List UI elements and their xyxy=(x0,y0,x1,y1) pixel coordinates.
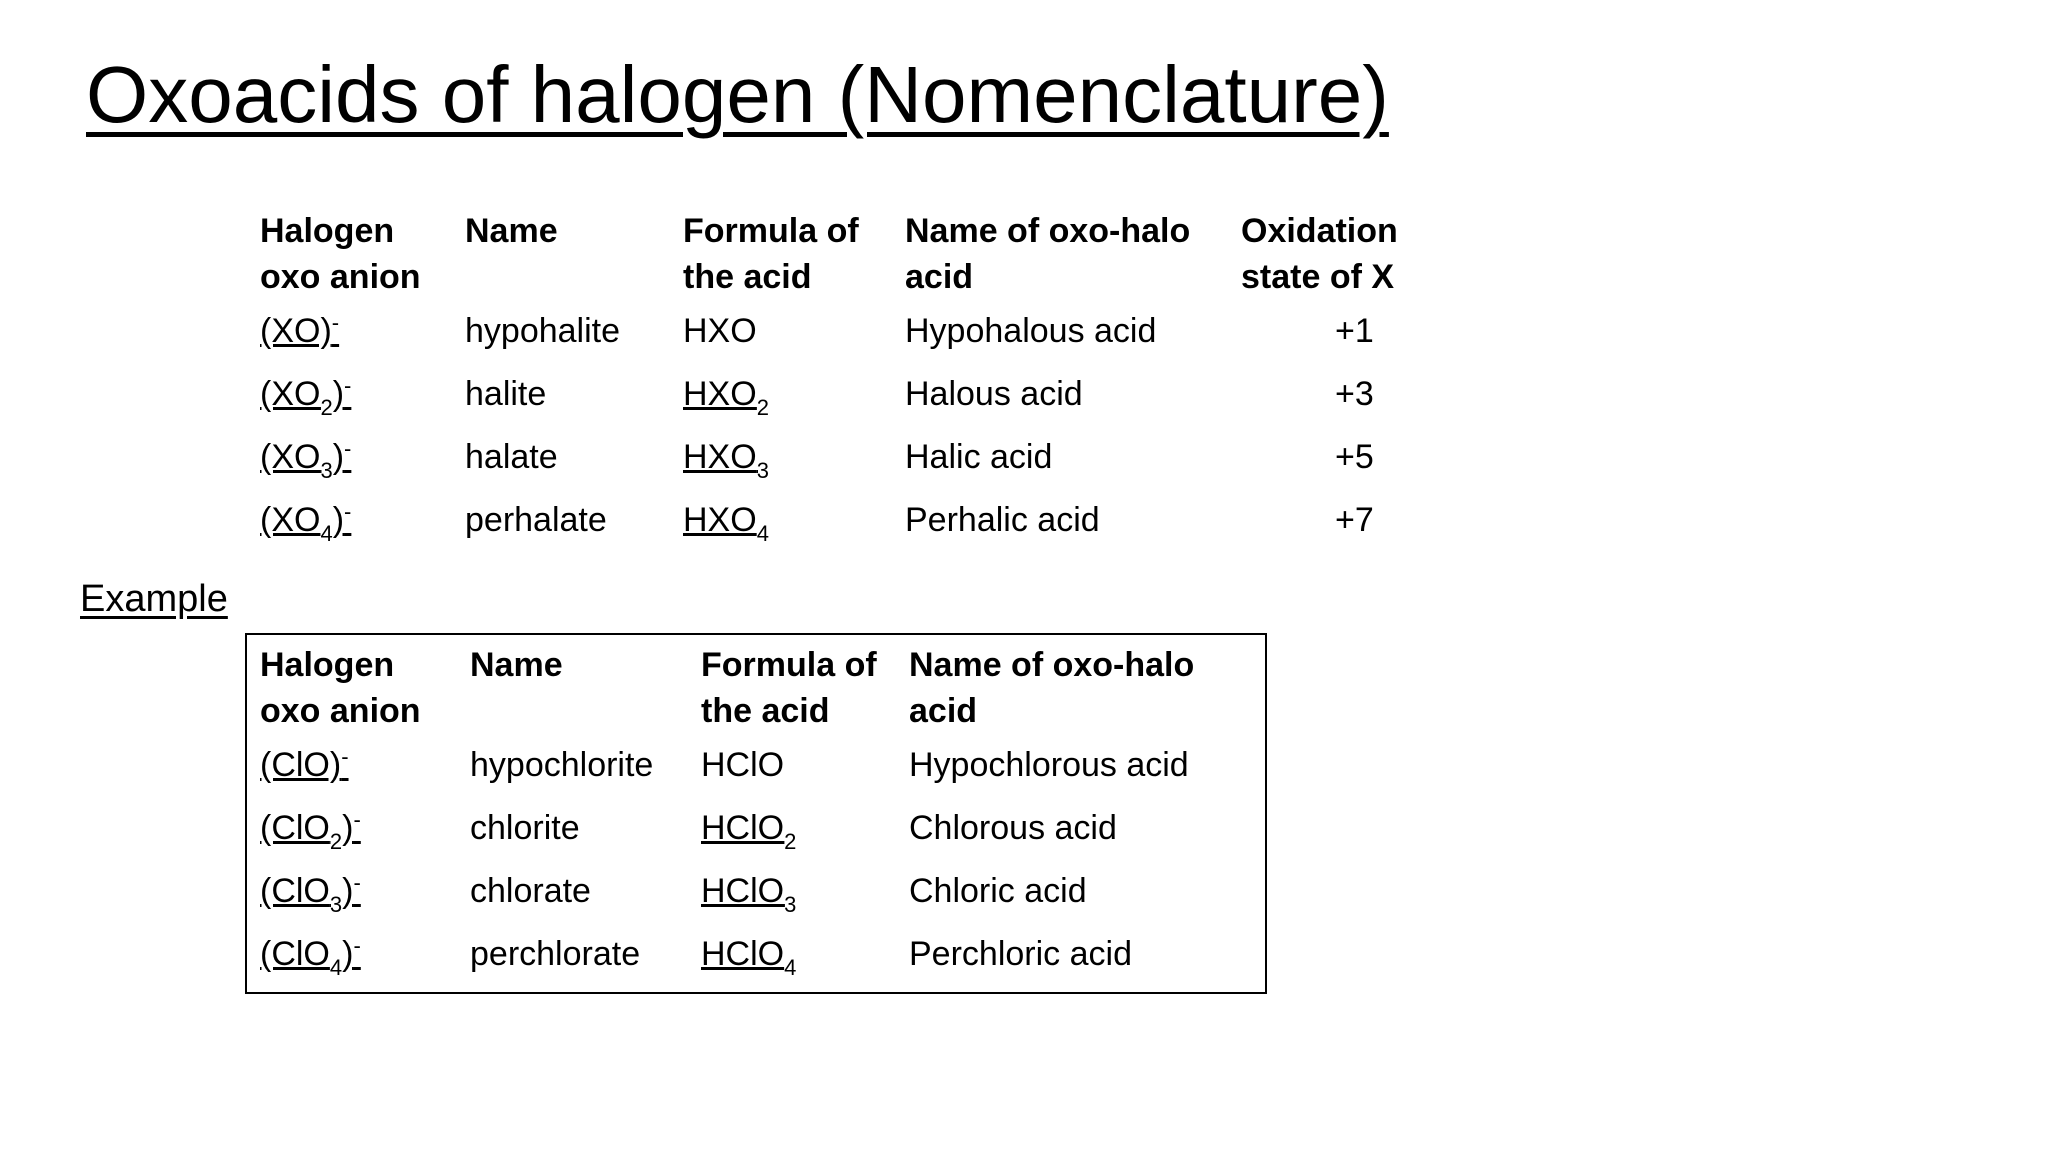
acid-name-cell: Hypochlorous acid xyxy=(909,746,1189,784)
header-acid-name: Name of oxo-halo acid xyxy=(905,212,1191,296)
table-row xyxy=(260,497,1481,560)
header-name: Name xyxy=(470,646,563,684)
acid-name-cell: Perhalic acid xyxy=(905,501,1100,539)
name-cell: perhalate xyxy=(465,501,607,539)
table-row xyxy=(260,805,1229,868)
name-cell: chlorate xyxy=(470,872,591,910)
name-cell: halite xyxy=(465,375,547,413)
header-formula: Formula of the acid xyxy=(683,212,859,296)
formula-cell: $HXO_3$ xyxy=(683,438,769,483)
formula-cell: $HXO_2$ xyxy=(683,375,769,420)
table-row xyxy=(260,308,1481,371)
header-halogen-oxo-anion: Halogen oxo anion xyxy=(260,212,421,296)
anion-cell: (ClO$_3$)- xyxy=(260,870,361,917)
name-cell: hypohalite xyxy=(465,312,621,350)
table-row xyxy=(260,931,1229,994)
acid-name-cell: Chlorous acid xyxy=(909,809,1117,847)
oxidation-state-cell: +3 xyxy=(1335,375,1374,413)
name-cell: perchlorate xyxy=(470,935,641,973)
example-label: Example xyxy=(80,578,228,620)
table-row xyxy=(260,371,1481,434)
formula-cell: HClO$_2$ xyxy=(701,809,797,854)
formula-cell: HClO$_4$ xyxy=(701,935,797,980)
header-formula: Formula of the acid xyxy=(701,646,877,730)
acid-name-cell: Halic acid xyxy=(905,438,1053,476)
formula-cell: HXO xyxy=(683,312,757,350)
acid-name-cell: Perchloric acid xyxy=(909,935,1132,973)
header-halogen-oxo-anion: Halogen oxo anion xyxy=(260,646,421,730)
header-acid-name: Name of oxo-halo acid xyxy=(909,646,1195,730)
formula-cell: $HXO_4$ xyxy=(683,501,769,546)
acid-name-cell: Hypohalous acid xyxy=(905,312,1157,350)
acid-name-cell: Halous acid xyxy=(905,375,1083,413)
header-oxidation-state: Oxidation state of X xyxy=(1241,212,1398,296)
oxidation-state-cell: +1 xyxy=(1335,312,1374,350)
name-cell: hypochlorite xyxy=(470,746,654,784)
anion-cell: $(XO_3)^-$ xyxy=(260,436,352,483)
oxidation-state-cell: +5 xyxy=(1335,438,1374,476)
anion-cell: $(XO_4)^-$ xyxy=(260,499,352,546)
anion-cell: $(XO_2)^-$ xyxy=(260,373,352,420)
formula-cell: HClO xyxy=(701,746,785,784)
slide-title: Oxoacids of halogen (Nomenclature) xyxy=(86,50,1389,139)
anion-cell: (XO)- xyxy=(260,310,340,350)
oxidation-state-cell: +7 xyxy=(1335,501,1374,539)
table-row xyxy=(260,868,1229,931)
anion-cell: (ClO$_4$)- xyxy=(260,933,361,980)
table-header-row xyxy=(260,208,1481,308)
general-nomenclature-table xyxy=(260,208,1481,560)
table-header-row xyxy=(260,642,1229,742)
example-chlorine-table xyxy=(260,642,1229,994)
table-row xyxy=(260,742,1229,805)
name-cell: halate xyxy=(465,438,558,476)
acid-name-cell: Chloric acid xyxy=(909,872,1087,910)
formula-cell: HClO$_3$ xyxy=(701,872,797,917)
table-row xyxy=(260,434,1481,497)
anion-cell: (ClO)- xyxy=(260,744,349,784)
name-cell: chlorite xyxy=(470,809,580,847)
header-name: Name xyxy=(465,212,558,250)
anion-cell: (ClO$_2$)- xyxy=(260,807,361,854)
